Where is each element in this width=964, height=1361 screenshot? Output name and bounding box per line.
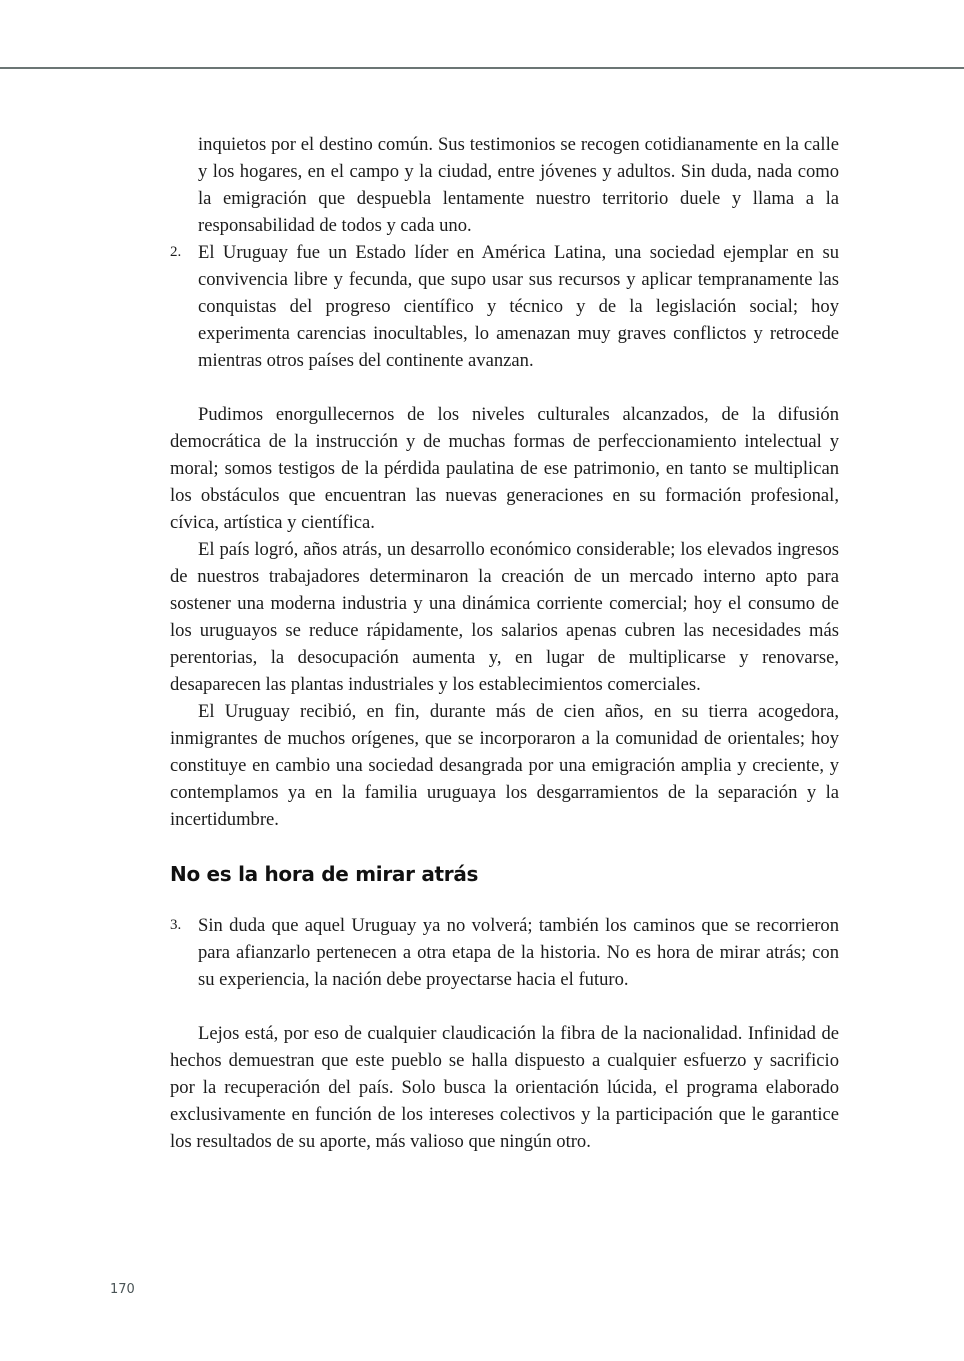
paragraph-nationality: Lejos está, por eso de cualquier claudicación la fibra de la nacionalidad. Infinidad de hechos demuestran que este pueblo se halla dispuesto a cualquier esfuerzo y sacrificio por la recuperación del país. Solo busca la orientación lúcida, el programa elaborado exclusivamente en función de los intereses colectivos y la participación que le garantice los resultados de su aporte, más valioso que ningún otro. xyxy=(170,1023,839,1152)
list-number: 2. xyxy=(170,244,182,260)
list-item-text: El Uruguay fue un Estado líder en América Latina, una sociedad ejemplar en su convivencia libre y fecunda, que supo usar sus recursos y aplicar tempranamente las conquistas del progreso científico y técnico y de la legislación social; hoy experimenta carencias inocultables, lo amenazan muy graves conflictos y retrocede mientras otros países del continente avanzan. xyxy=(198,242,839,371)
list-item-2 xyxy=(170,239,839,374)
page-body xyxy=(170,131,839,1155)
list-item-text: inquietos por el destino común. Sus testimonios se recogen cotidianamente en la calle y los hogares, en el campo y la ciudad, entre jóvenes y adultos. Sin duda, nada como la emigración que despuebla lentamente nuestro territorio duele y llama a la responsabilidad de todos y cada uno. xyxy=(198,134,839,236)
page-number: 170 xyxy=(110,1282,135,1297)
list-item-1-continuation xyxy=(170,131,839,239)
header-rule xyxy=(0,67,964,69)
spacer xyxy=(170,374,839,401)
spacer xyxy=(170,993,839,1020)
list-item-3 xyxy=(170,912,839,993)
paragraph-economic: El país logró, años atrás, un desarrollo económico considerable; los elevados ingresos de nuestros trabajadores determinaron la creación de un mercado interno apto para sostener una moderna industria y una dinámica corriente comercial; hoy el consumo de los uruguayos se reduce rápidamente, los salarios apenas cubren las necesidades más perentorias, la desocupación aumenta y, en lugar de multiplicarse y renovarse, desaparecen las plantas industriales y los establecimientos comerciales. xyxy=(170,539,839,695)
paragraph-cultural: Pudimos enorgullecernos de los niveles culturales alcanzados, de la difusión democrática de la instrucción y de muchas formas de perfeccionamiento intelectual y moral; somos testigos de la pérdida paulatina de ese patrimonio, en tanto se multiplican los obstáculos que encuentran las nuevas generaciones en su formación profesional, cívica, artística y científica. xyxy=(170,404,839,533)
list-number: 3. xyxy=(170,917,182,933)
paragraph-immigration: El Uruguay recibió, en fin, durante más de cien años, en su tierra acogedora, inmigrantes de muchos orígenes, que se incorporaron a la comunidad de orientales; hoy constituye en cambio una sociedad desangrada por una emigración amplia y creciente, y contemplamos ya en la familia uruguaya los desgarramientos de la separación y la incertidumbre. xyxy=(170,701,839,830)
section-heading: No es la hora de mirar atrás xyxy=(170,862,479,886)
list-item-text: Sin duda que aquel Uruguay ya no volverá; también los caminos que se recorrieron para afianzarlo pertenecen a otra etapa de la historia. No es hora de mirar atrás; con su experiencia, la nación debe proyectarse hacia el futuro. xyxy=(198,915,839,990)
